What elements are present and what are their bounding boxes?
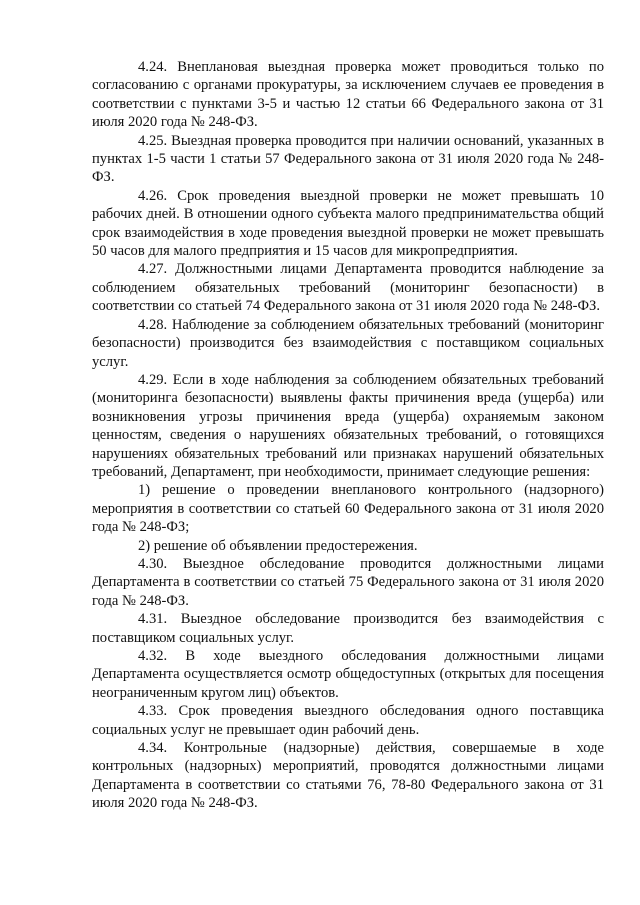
paragraph-4-32: 4.32. В ходе выездного обследования должностными лицами Департамента осуществляется осмотр общедоступных (открытых для посещения неограниченным кругом лиц) объектов. — [92, 648, 604, 701]
document-page — [92, 58, 604, 813]
paragraph-4-26: 4.26. Срок проведения выездной проверки не может превышать 10 рабочих дней. В отношении одного субъекта малого предпринимательства общий срок взаимодействия в ходе проведения выездной проверки не может превышать 50 часов для малого предприятия и 15 часов для микропредприятия. — [92, 187, 604, 260]
paragraph-4-31: 4.31. Выездное обследование производится без взаимодействия с поставщиком социальных услуг. — [92, 611, 604, 646]
paragraph-4-33: 4.33. Срок проведения выездного обследования одного поставщика социальных услуг не превышает один рабочий день. — [92, 703, 604, 738]
list-item-decision-2: 2) решение об объявлении предостережения. — [138, 537, 418, 554]
paragraph-4-25: 4.25. Выездная проверка проводится при наличии оснований, указанных в пунктах 1-5 части 1 статьи 57 Федерального закона от 31 июля 2020 года № 248-ФЗ. — [92, 132, 604, 186]
paragraph-4-27: 4.27. Должностными лицами Департамента проводится наблюдение за соблюдением обязательных требований (мониторинг безопасности) в соответствии со статьей 74 Федерального закона от 31 июля 2020 года № 248-ФЗ. — [92, 261, 604, 315]
paragraph-4-34: 4.34. Контрольные (надзорные) действия, совершаемые в ходе контрольных (надзорных) мероприятий, проводятся должностными лицами Департамента в соответствии со статьями 76, 78-80 Федерального закона от 31 июля 2020 года № 248-ФЗ. — [92, 740, 604, 812]
paragraph-4-30: 4.30. Выездное обследование проводится должностными лицами Департамента в соответствии со статьей 75 Федерального закона от 31 июля 2020 года № 248-ФЗ. — [92, 555, 604, 609]
paragraph-4-29: 4.29. Если в ходе наблюдения за соблюдением обязательных требований (мониторинга безопасности) выявлены факты причинения вреда (ущерба) или возникновения угрозы причинения вреда (ущерба) охраняемым законом ценностям, сведения о нарушениях обязательных требований, о готовящихся нарушениях обязательных требований или признаках нарушений обязательных требований, Департамент, при необходимости, принимает следующие решения: — [92, 371, 604, 480]
paragraph-4-24: 4.24. Внеплановая выездная проверка может проводиться только по согласованию с органами прокуратуры, за исключением случаев ее проведения в соответствии с пунктами 3-5 и частью 12 статьи 66 Федерального закона от 31 июля 2020 года № 248-ФЗ. — [92, 59, 604, 131]
list-item-decision-1: 1) решение о проведении внепланового контрольного (надзорного) мероприятия в соответствии со статьей 60 Федерального закона от 31 июля 2020 года № 248-ФЗ; — [92, 482, 604, 536]
paragraph-4-28: 4.28. Наблюдение за соблюдением обязательных требований (мониторинг безопасности) производится без взаимодействия с поставщиком социальных услуг. — [92, 316, 604, 370]
